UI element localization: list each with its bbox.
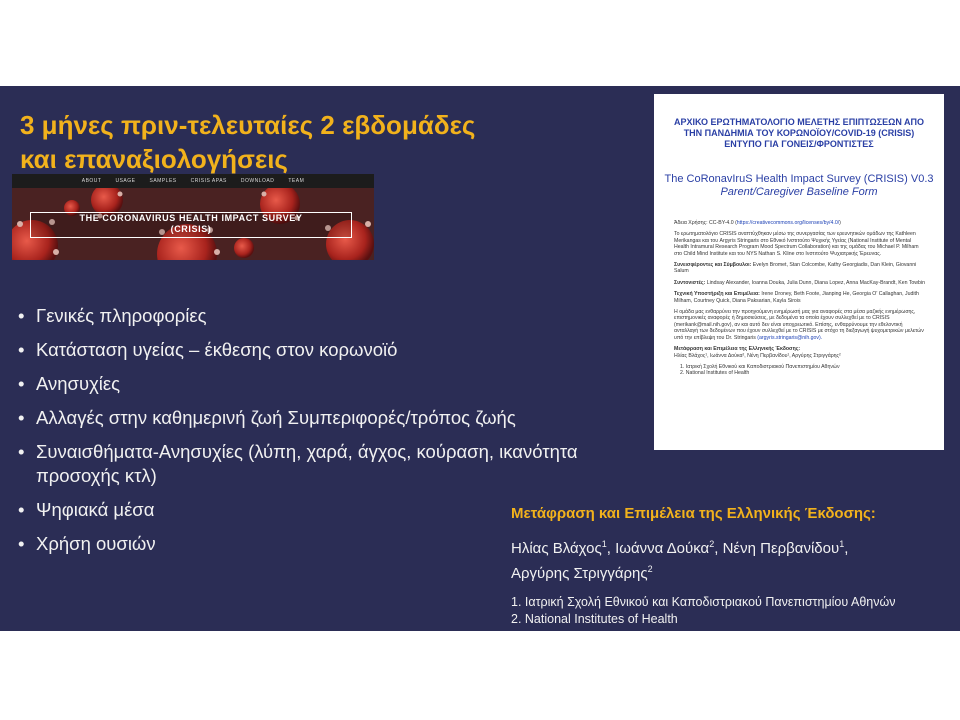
slide-title-line1: 3 μήνες πριν-τελευταίες 2 εβδομάδες — [20, 110, 476, 140]
banner-title-line1: THE CORONAVIRUS HEALTH IMPACT SURVEY — [79, 213, 303, 223]
paragraph-text: Η ομάδα μας ενθαρρύνει την προηγούμενη ενημέρωσή μας για αναφορές στα μέσα μαζικής ενημέρωσης, επιστημονικές αναφορές ή δημοσιεύσεις, με δεδομένα τα οποία έχουν συλλεχθεί με το CRISIS (merikank@mail.nih.gov), αν και αυτό δεν είναι υποχρεωτικό. Επίσης, ενθαρρύνουμε την εθελοντική ανταλλαγή των δεδομένων που έχουν συλλεχθεί με το CRISIS με στόχο τη διεξαγωγή ψυχομετρικών μελετών υπό την επίβλεψη του Dr. Stringaris — [674, 309, 924, 341]
document-heading — [654, 117, 944, 150]
survey-title — [654, 173, 944, 199]
document-heading-line: ΤΗΝ ΠΑΝΔΗΜΙΑ ΤΟΥ ΚΟΡΩΝΟΪΟΥ/COVID-19 (CRISIS) — [683, 128, 915, 138]
list-item — [16, 372, 626, 396]
list-item — [16, 338, 626, 362]
affiliation: 2. National Institutes of Health — [680, 370, 750, 377]
affiliation-mark: 2 — [647, 564, 653, 574]
separator: , — [714, 540, 723, 557]
document-paragraph — [674, 309, 926, 341]
affiliation-item: 2. National Institutes of Health — [511, 612, 678, 626]
list-item — [16, 304, 626, 328]
coordinators-line — [674, 280, 926, 286]
list-item — [16, 440, 626, 488]
banner-nav-item: SAMPLES — [149, 178, 177, 184]
affiliation-item: 1. Ιατρική Σχολή Εθνικού και Καποδιστριακού Πανεπιστημίου Αθηνών — [511, 595, 896, 609]
affiliation-mark: 1 — [601, 539, 607, 549]
email-link[interactable]: (argyris.stringaris@nih.gov). — [757, 334, 823, 341]
survey-subtitle: Parent/Caregiver Baseline Form — [720, 186, 878, 198]
author-name: Ηλίας Βλάχος — [511, 540, 602, 557]
banner-nav-item: TEAM — [288, 178, 305, 184]
bullet-icon: • — [18, 499, 25, 520]
bullet-icon: • — [18, 305, 25, 326]
support-names: Irene Droney, Beth Foote, Jianping He, Georgia O' Callaghan, Judith Milham, Courtney Quick, Diana Paksarian, Kayla Sirois — [674, 291, 919, 304]
support-label: Τεχνική Υποστήριξη και Επιμέλεια: — [674, 291, 760, 298]
list-item-text: Ανησυχίες — [36, 373, 121, 394]
list-item-text: Αλλαγές στην καθημερινή ζωή Συμπεριφορές/τρόπος ζωής — [36, 407, 516, 428]
author-name: Νένη Περβανίδου — [722, 540, 840, 557]
questionnaire-document — [654, 94, 944, 450]
translation-credits — [511, 504, 951, 628]
bullet-icon: • — [18, 441, 25, 462]
banner-nav-item: DOWNLOAD — [240, 178, 275, 184]
bullet-icon: • — [18, 339, 25, 360]
document-heading-line: ΑΡΧΙΚΟ ΕΡΩΤΗΜΑΤΟΛΟΓΙΟ ΜΕΛΕΤΗΣ ΕΠΙΠΤΩΣΕΩΝ ΑΠΟ — [673, 117, 925, 127]
separator: , — [606, 540, 616, 557]
banner-title-line2: (CRISIS) — [170, 224, 212, 234]
banner-nav-item: CRISIS APAS — [190, 178, 227, 184]
translation-label: Μετάφραση και Επιμέλεια της Ελληνικής Έκδοσης: — [674, 346, 801, 353]
crisis-website-banner — [12, 174, 374, 260]
credits-names — [511, 534, 951, 584]
document-body — [674, 220, 926, 382]
bullet-icon: • — [18, 407, 25, 428]
bullet-icon: • — [18, 533, 25, 554]
list-item-text: Ψηφιακά μέσα — [36, 499, 155, 520]
credits-title: Μετάφραση και Επιμέλεια της Ελληνικής Έκδοσης: — [511, 505, 876, 522]
author-name: Αργύρης Στριγγάρης — [511, 565, 648, 582]
list-item — [16, 406, 626, 430]
survey-title-text: The CoRonavIruS Health Impact Survey (CRISIS) V0.3 — [664, 173, 934, 185]
contributors-line — [674, 262, 926, 275]
slide-title — [20, 108, 580, 176]
contributors-label: Συνεισφέροντες και Σύμβουλοι: — [674, 262, 752, 269]
affiliations — [680, 364, 926, 377]
translation-block — [674, 346, 926, 359]
list-item-text: Γενικές πληροφορίες — [36, 305, 207, 326]
license-line — [674, 220, 926, 226]
license-label: Άδεια Χρήσης: CC-BY-4.0 ( — [674, 220, 737, 226]
list-item-text: Κατάσταση υγείας – έκθεσης στον κορωνοϊό — [36, 339, 398, 360]
document-heading-line: ΕΝΤΥΠΟ ΓΙΑ ΓΟΝΕΙΣ/ΦΡΟΝΤΙΣΤΕΣ — [724, 139, 874, 149]
coordinators-label: Συντονιστές: — [674, 279, 706, 286]
document-paragraph: Το ερωτηματολόγιο CRISIS αναπτύχθηκαν μέσω της συνεργασίας των ερευνητικών ομάδων της Kathleen Merikangas και του Argyris Stringaris στο Εθνικό Ινστιτούτο Ψυχικής Υγείας (National Institute of Mental Health Intramural Research Program Mood Spectrum Collaboration) και της ομάδας του Michael P. Milham στο Child Mind Institute και του NYS Nathan S. Kline στο Ινστιτούτο Ψυχιατρικής Έρευνας. — [674, 231, 919, 257]
banner-nav — [12, 174, 374, 188]
banner-nav-item: USAGE — [115, 178, 136, 184]
banner-nav-item: ABOUT — [81, 178, 102, 184]
banner-title — [30, 212, 352, 238]
license-link[interactable]: https://creativecommons.org/licenses/by/4.0/ — [736, 220, 840, 226]
license-end: ) — [839, 220, 841, 226]
support-line — [674, 291, 926, 304]
list-item-text: Συναισθήματα-Ανησυχίες (λύπη, χαρά, άγχος, κούραση, ικανότητα προσοχής κτλ) — [36, 441, 578, 486]
affiliation: 1. Ιατρική Σχολή Εθνικού και Καποδιστριακού Πανεπιστημίου Αθηνών — [680, 363, 840, 370]
slide-title-line2: και επαναξιολογήσεις — [20, 144, 288, 174]
affiliation-mark: 2 — [709, 539, 715, 549]
contributors-names: Evelyn Bromet, Stan Colcombe, Kathy Georgiadis, Dan Klein, Giovanni Salum — [674, 262, 917, 275]
slide — [0, 86, 960, 631]
list-item-text: Χρήση ουσιών — [36, 533, 156, 554]
separator: , — [844, 540, 849, 557]
bullet-icon: • — [18, 373, 25, 394]
author-name: Ιωάννα Δούκα — [615, 540, 710, 557]
coordinators-names: Lindsay Alexander, Ioanna Douka, Julia Dunn, Diana Lopez, Anna MacKay-Brandt, Ken Towbin — [705, 279, 925, 286]
translation-names: Ηλίας Βλάχος¹, Ιωάννα Δούκα², Νένη Περβανίδου¹, Αργύρης Στριγγάρης² — [674, 352, 841, 359]
affiliation-mark: 1 — [839, 539, 845, 549]
credits-affiliations — [511, 594, 951, 628]
